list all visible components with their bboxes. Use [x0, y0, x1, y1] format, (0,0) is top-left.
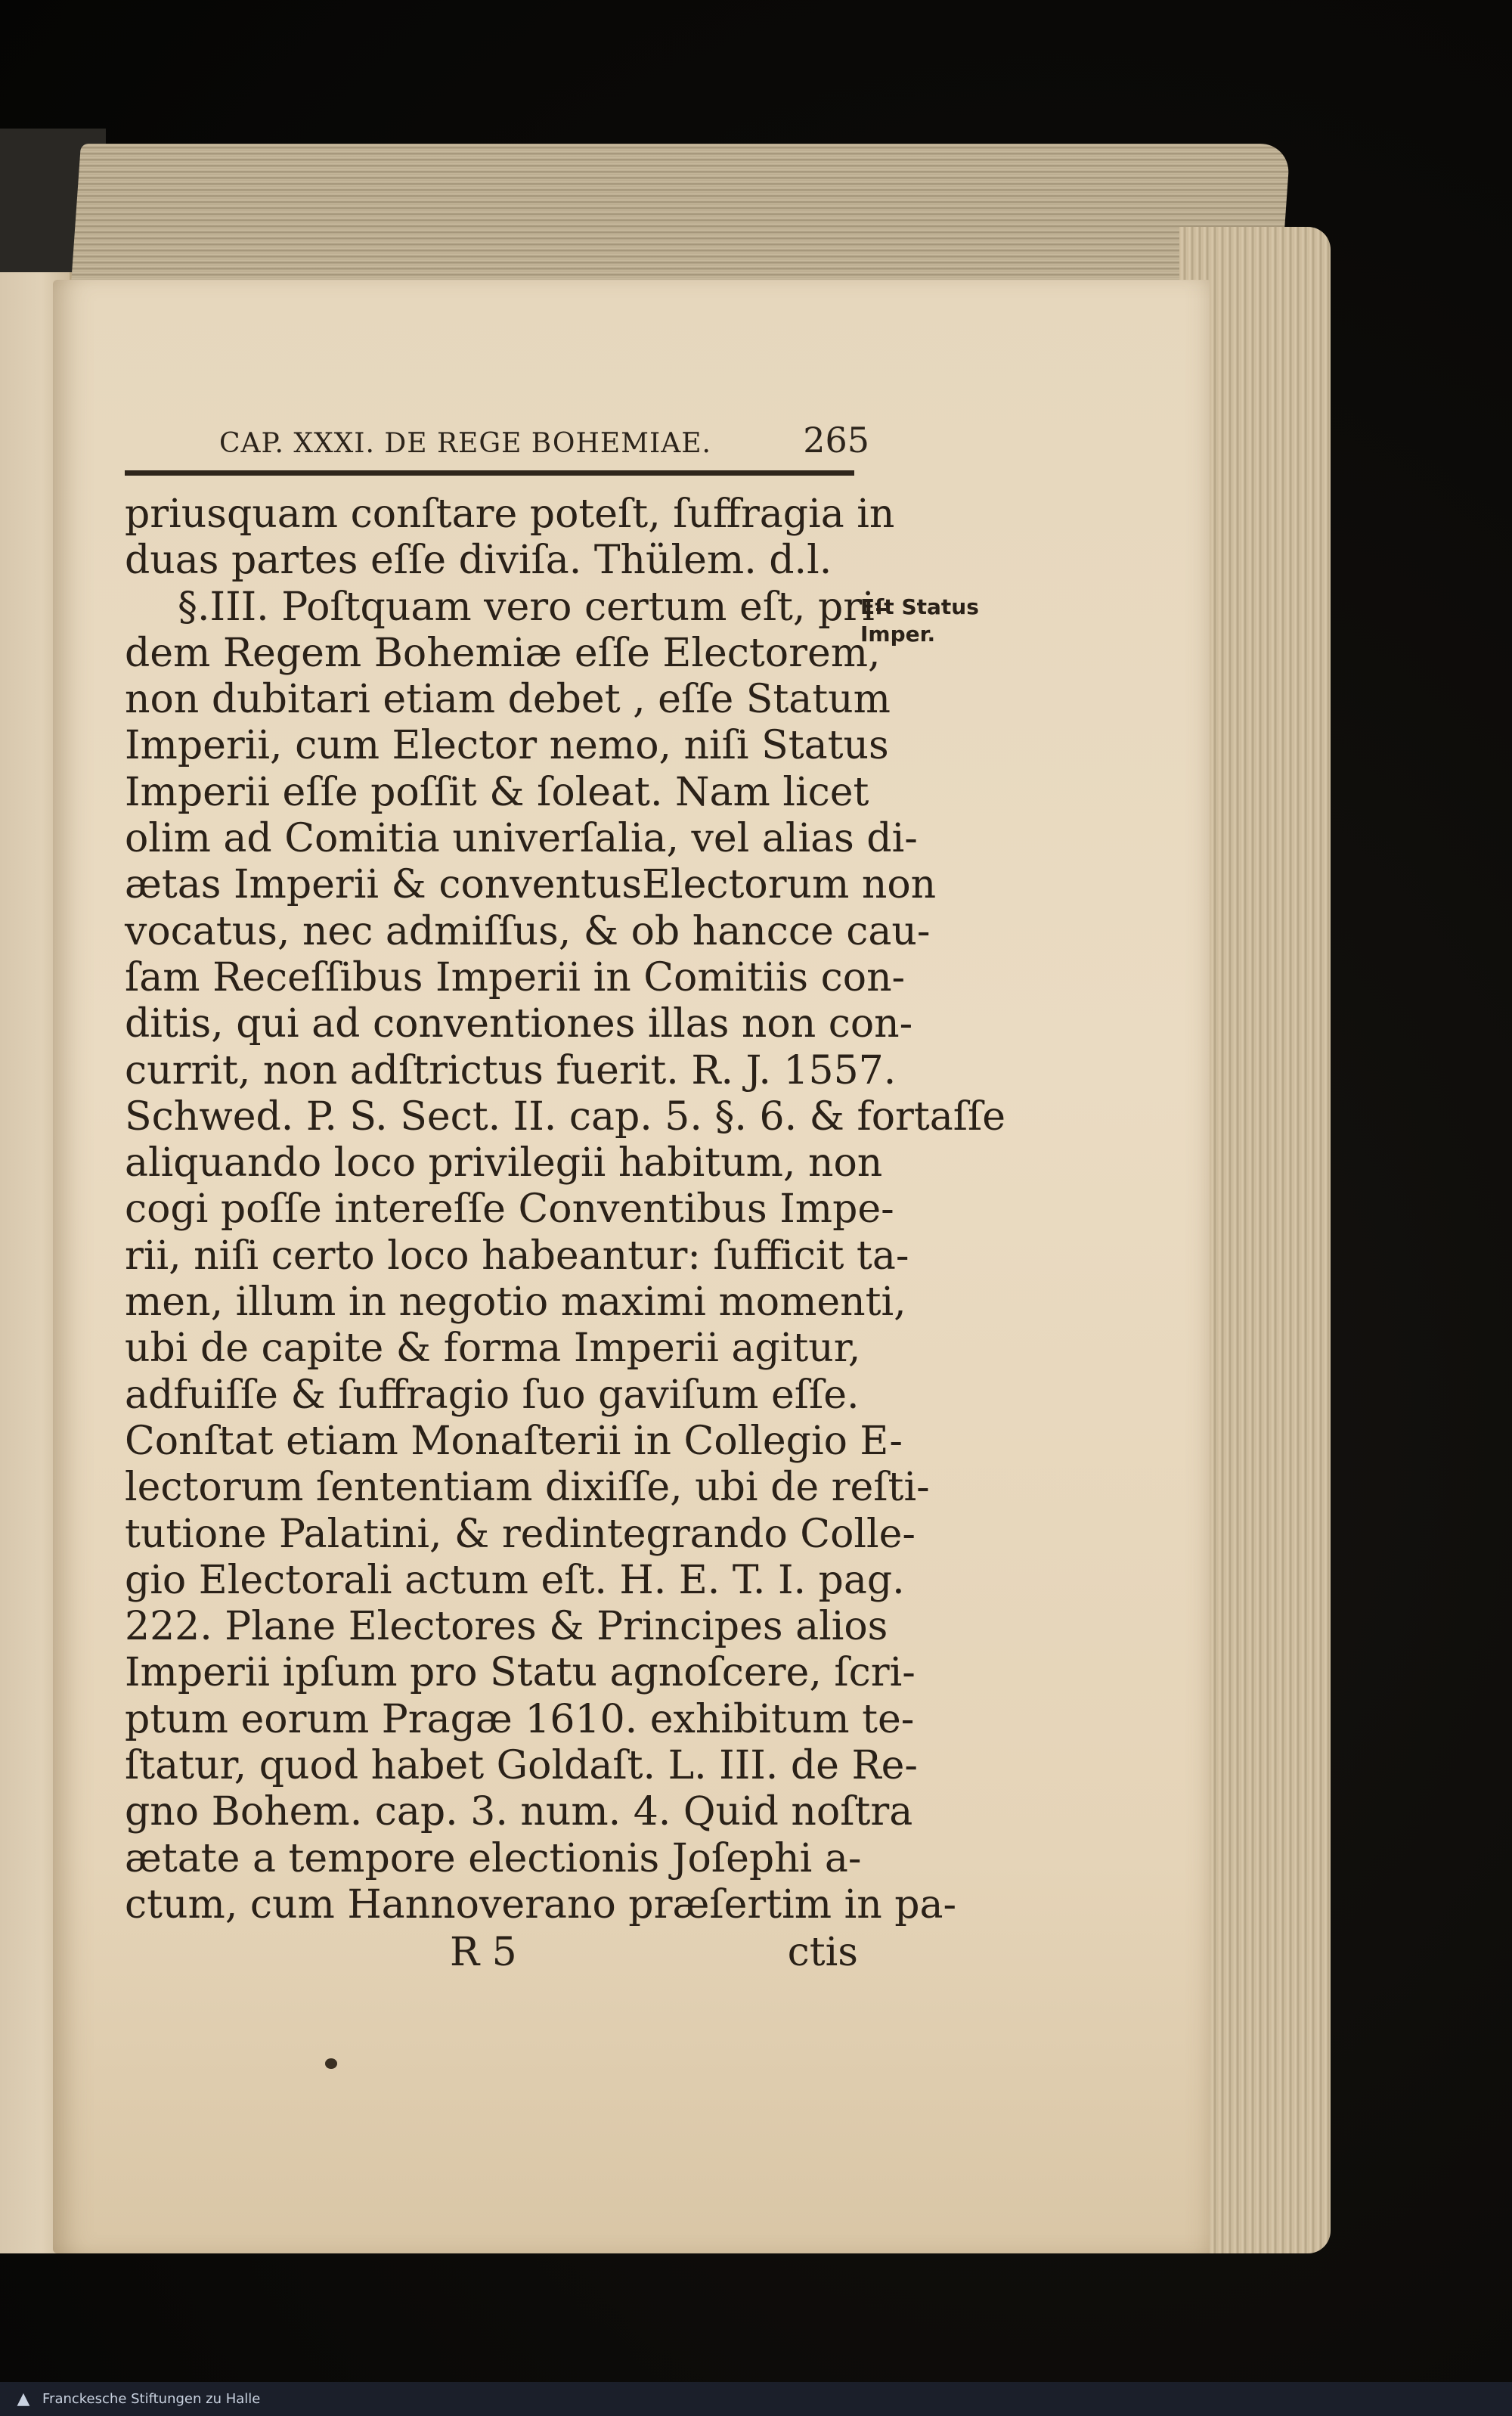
- text-line: non dubitari etiam debet , eſſe Statum: [125, 677, 891, 723]
- text-line: ditis, qui ad conventiones illas non con-: [125, 1001, 913, 1047]
- text-line: lectorum ſententiam dixiſſe, ubi de reſti-: [125, 1465, 930, 1511]
- text-line: ubi de capite & forma Imperii agitur,: [125, 1326, 861, 1372]
- text-line: ætate a tempore electionis Joſephi a-: [125, 1835, 862, 1881]
- text-line: aliquando loco privilegii habitum, non: [125, 1140, 883, 1186]
- text-line: men, illum in negotio maximi momenti,: [125, 1279, 906, 1326]
- text-line: rii, niſi certo loco habeantur: ſufficit ta-: [125, 1233, 909, 1279]
- ink-spot: [325, 2058, 337, 2069]
- text-line: Imperii, cum Elector nemo, niſi Status: [125, 723, 889, 769]
- text-line: ptum eorum Pragæ 1610. exhibitum te-: [125, 1696, 915, 1742]
- head-rule: [125, 470, 854, 476]
- text-line: ſam Receſſibus Imperii in Comitiis con-: [125, 954, 906, 1000]
- text-line: Conſtat etiam Monaſterii in Collegio E-: [125, 1418, 903, 1464]
- running-head-title: CAP. XXXI. DE REGE BOHEMIAE.: [219, 428, 711, 459]
- institution-logo-icon: ▲: [17, 2390, 30, 2408]
- text-line: duas partes eſſe diviſa. Thülem. d.l.: [125, 538, 832, 584]
- text-line: dem Regem Bohemiæ eſſe Electorem,: [125, 630, 881, 676]
- text-line: currit, non adſtrictus fuerit. R. J. 1557.: [125, 1047, 897, 1093]
- signature-line: [125, 1930, 858, 1975]
- margin-note-line: Imper.: [860, 622, 936, 647]
- text-line: gno Bohem. cap. 3. num. 4. Quid noſtra: [125, 1789, 913, 1835]
- text-line: Imperii ipſum pro Statu agnoſcere, ſcri-: [125, 1650, 916, 1696]
- text-line: priusquam conſtare poteſt, ſuffragia in: [125, 492, 895, 537]
- text-line: ſtatur, quod habet Goldaſt. L. III. de Re-: [125, 1743, 918, 1789]
- text-line: 222. Plane Electores & Principes alios: [125, 1604, 888, 1650]
- text-line: vocatus, nec admiſſus, & ob hancce cau-: [125, 908, 931, 954]
- footer-bar: [0, 2382, 1512, 2416]
- text-line: cogi poſſe intereſſe Conventibus Impe-: [125, 1186, 894, 1233]
- text-line: Imperii eſſe poſſit & ſoleat. Nam licet: [125, 769, 869, 815]
- signature-mark: R 5: [450, 1930, 517, 1975]
- text-line: ætas Imperii & conventusElectorum non: [125, 862, 937, 908]
- text-line: ctum, cum Hannoverano præſertim in pa-: [125, 1881, 957, 1928]
- page-stack-top-edge: [70, 144, 1290, 295]
- text-line: olim ad Comitia univerſalia, vel alias di-: [125, 816, 918, 862]
- text-line: tutione Palatini, & redintegrando Colle-: [125, 1511, 916, 1557]
- text-line: §.III. Poſtquam vero certum eſt, pri-: [178, 584, 888, 630]
- catchword: ctis: [787, 1930, 858, 1975]
- text-line: gio Electorali actum eſt. H. E. T. I. pag.: [125, 1557, 905, 1603]
- running-head: [219, 420, 869, 461]
- margin-note-line: Eſt Status: [860, 594, 979, 619]
- footer-credit: Franckesche Stiftungen zu Halle: [42, 2391, 261, 2407]
- text-line: adfuiſſe & ſuffragio ſuo gaviſum eſſe.: [125, 1372, 860, 1418]
- text-line: Schwed. P. S. Sect. II. cap. 5. §. 6. & fortaſſe: [125, 1093, 1006, 1140]
- page-number: 265: [803, 420, 869, 461]
